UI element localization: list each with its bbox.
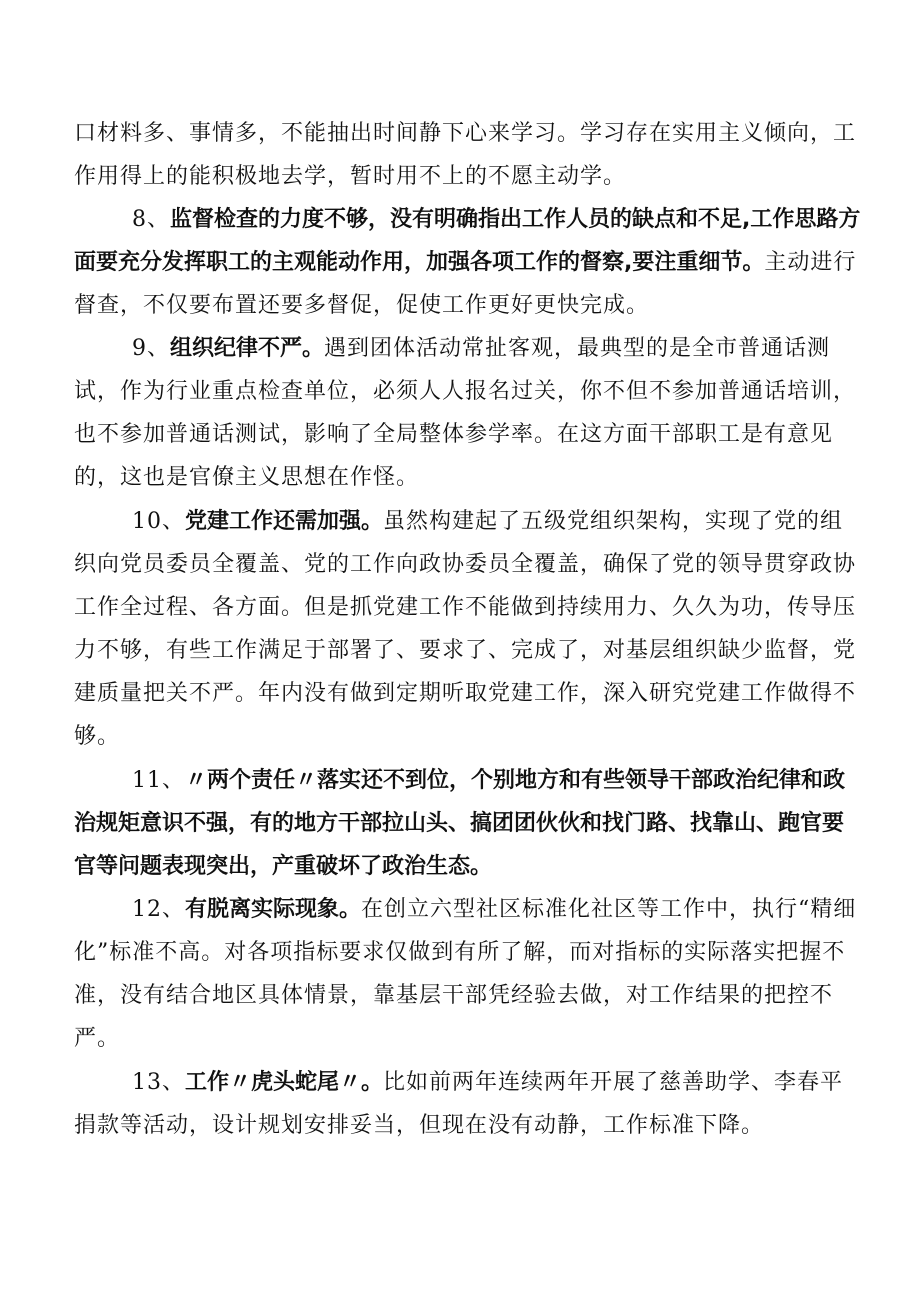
item-number: 11、 xyxy=(132,768,185,793)
paragraph-text: 口材料多、事情多，不能抽出时间静下心来学习。学习存在实用主义倾向，工作用得上的能积极地去学，暂时用不上的不愿主动学。 xyxy=(74,121,857,189)
item-heading: 有脱离实际现象。 xyxy=(185,897,362,922)
item-heading: 组织纪律不严。 xyxy=(170,336,325,361)
item-number: 13、 xyxy=(132,1070,185,1095)
paragraph-item-11 xyxy=(74,759,864,888)
item-text: 比如前两年连续两年开展了慈善助学、李春平捐款等活动，设计规划安排妥当，但现在没有动静，工作标准下降。 xyxy=(74,1070,844,1138)
item-number: 9、 xyxy=(132,336,170,361)
item-text: 虽然构建起了五级党组织架构，实现了党的组织向党员委员全覆盖、党的工作向政协委员全覆盖，确保了党的领导贯穿政协工作全过程、各方面。但是抓党建工作不能做到持续用力、久久为功，传导压力不够，有些工作满足于部署了、要求了、完成了，对基层组织缺少监督，党建质量把关不严。年内没有做到定期听取党建工作，深入研究党建工作做得不够。 xyxy=(74,509,857,749)
paragraph-item-13 xyxy=(74,1061,864,1147)
paragraph-item-8 xyxy=(74,198,864,327)
paragraph-item-10 xyxy=(74,500,864,758)
item-number: 8、 xyxy=(132,207,170,232)
item-text: 主动进行督查，不仅要布置还要多督促，促使工作更好更快完成。 xyxy=(74,250,857,318)
paragraph-item-9 xyxy=(74,327,864,499)
item-bold-text: 监督检查的力度不够，没有明确指出工作人员的缺点和不足,工作思路方面要充分发挥职工的主观能动作用，加强各项工作的督察,要注重细节。 xyxy=(74,207,861,275)
item-bold-text: 〃两个责任〃落实还不到位，个别地方和有些领导干部政治纪律和政治规矩意识不强，有的地方干部拉山头、搞团团伙伙和找门路、找靠山、跑官要官等问题表现突出，产重破坏了政治生态。 xyxy=(74,768,846,879)
item-bold-text: 工作〃虎头蛇尾〃。 xyxy=(185,1070,384,1095)
paragraph-item-12 xyxy=(74,888,864,1060)
item-text: 在创立六型社区标准化社区等工作中，执行“精细化”标准不高。对各项指标要求仅做到有所了解，而对指标的实际落实把握不准，没有结合地区具体情景，靠基层干部凭经验去做，对工作结果的把控不严。 xyxy=(74,897,857,1051)
item-text: 遇到团体活动常扯客观，最典型的是全市普通话测试，作为行业重点检查单位，必须人人报名过关，你不但不参加普通话培训，也不参加普通话测试，影响了全局整体参学率。在这方面干部职工是有意见的，这也是官僚主义思想在作怪。 xyxy=(74,336,857,490)
item-number: 12、 xyxy=(132,897,185,922)
item-number: 10、 xyxy=(132,509,185,534)
item-heading: 党建工作还需加强。 xyxy=(185,509,384,534)
paragraph-continuation xyxy=(74,112,864,198)
